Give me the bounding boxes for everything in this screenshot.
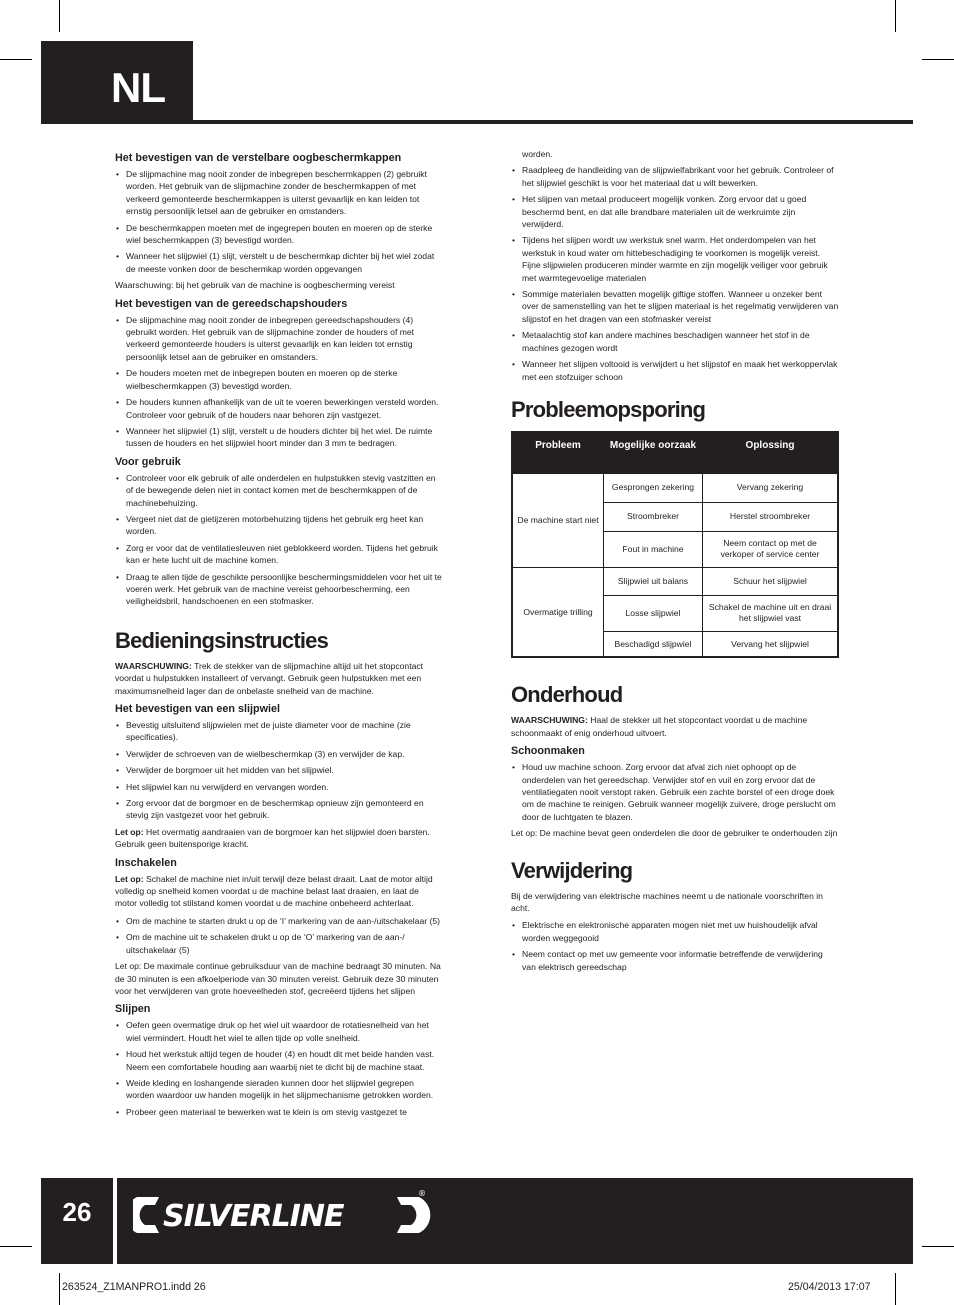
crop-mark	[59, 0, 60, 32]
bullet-list	[115, 472, 443, 608]
list-item: • Verwijder de schroeven van de wielbeschermkap (3) en verwijder de kap.	[115, 748, 443, 760]
list-item: • Om de machine uit te schakelen drukt u op de ‘O’ markering van de aan-/ uitschakelaar (5)	[115, 931, 443, 956]
list-item: • Houd het werkstuk altijd tegen de houder (4) en houdt dit met beide handen vast. Neem een comfortabele houding aan waarbij niet te dicht bij de machine staat.	[115, 1048, 443, 1073]
brand-logo-graphic	[133, 1189, 433, 1239]
list-item: • Elektrische en elektronische apparaten mogen niet met uw huishoudelijk afval worden weggegooid	[511, 919, 839, 944]
right-column	[511, 148, 839, 977]
note-label: Let op:	[115, 826, 144, 837]
list-item: • Oefen geen overmatige druk op het wiel uit waardoor de rotatiesnelheid van het wiel vermindert. Houdt het wiel te allen tijde op volle snelheid.	[115, 1019, 443, 1044]
note-paragraph	[115, 826, 443, 851]
note-text: Schakel de machine niet in/uit terwijl deze belast draait. Laat de motor altijd volledig op snelheid komen voordat u de machine belast laat draaien, en laat de motor volledig tot stilstand komen voordat u de machine onbeheerd achterlaat.	[115, 873, 433, 909]
language-code: NL	[111, 64, 165, 111]
list-item: • De beschermkappen moeten met de ingegrepen bouten en moeren op de sterke wiel beschermkappen (3) bevestigd worden.	[115, 222, 443, 247]
bullet-list	[511, 761, 839, 823]
table-header: Probleem	[512, 432, 604, 474]
problem-cell: Overmatige trilling	[512, 567, 604, 657]
warning-text: Trek de stekker van de slijpmachine altijd uit het stopcontact voordat u hulpstukken installeert of vervangt. Gebruik geen hulpstukken met een maximumsnelheid lager dan de onbelaste snelheid van de machine.	[115, 660, 424, 696]
list-item: • Wanneer het slijpen voltooid is verwijdert u het slijpstof en maak het werkoppervlak met een stofzuiger schoon	[511, 358, 839, 383]
list-item: • Weide kleding en loshangende sieraden kunnen door het slijpwiel gegrepen worden waardoor uw handen mogelijk in het slijpmechanisme getrokken worden.	[115, 1077, 443, 1102]
bullet-list	[115, 314, 443, 450]
crop-mark	[895, 1273, 896, 1305]
continued-text: worden.	[522, 149, 553, 159]
warning-label: WAARSCHUWING:	[115, 660, 192, 671]
warning-label: WAARSCHUWING:	[511, 715, 588, 726]
section-heading: Schoonmaken	[511, 745, 585, 758]
chapter-title: Onderhoud	[511, 682, 623, 708]
table-header: Mogelijke oorzaak	[604, 432, 703, 474]
table-header: Oplossing	[703, 432, 839, 474]
warning-text: Haal de stekker uit het stopcontact voordat u de machine schoonmaakt of enig onderhoud uitvoert.	[511, 715, 808, 738]
crop-mark	[922, 1246, 954, 1247]
warning-note: Waarschuwing: bij het gebruik van de machine is oogbescherming vereist	[115, 280, 395, 291]
troubleshooting-table	[511, 431, 839, 659]
silverline-logo	[133, 1189, 433, 1244]
list-item: • De houders kunnen afhankelijk van de uit te voeren bewerkingen versteld worden. Controleer voor gebruik of de houders naar behoren zijn vastgezet.	[115, 396, 443, 421]
list-item: • Wanneer het slijpwiel (1) slijt, verstelt u de beschermkap dichter bij het wiel zodat de meeste vonken door de beschermkap worden opgevangen	[115, 250, 443, 275]
cause-cell: Fout in machine	[604, 531, 703, 567]
note-paragraph: Let op: De maximale continue gebruiksduur van de machine bedraagt 30 minuten. Na de 30 minuten is een afkoelperiode van 30 minuten vereist. Gebruik deze 30 minuten voor het verwijderen van grote hoeveelheden stof, gecreëerd tijdens het slijpen	[115, 961, 441, 996]
chapter-title: Probleemopsporing	[511, 396, 706, 422]
section-heading: Slijpen	[115, 1003, 151, 1016]
table-row	[512, 567, 838, 595]
crop-mark	[0, 1246, 32, 1247]
list-item: • Zorg ervoor dat de borgmoer en de beschermkap opnieuw zijn gemonteerd en stevig zijn vastgezet voor het gebruik.	[115, 797, 443, 822]
list-item: • Neem contact op met uw gemeente voor informatie betreffende de verwijdering van elektrisch gereedschap	[511, 948, 839, 973]
solution-cell: Vervang het slijpwiel	[703, 631, 839, 657]
list-item: • Sommige materialen bevatten mogelijk giftige stoffen. Wanneer u onzeker bent over de samenstelling van het te slijpen materiaal is het regelmatig verwijderen van slijpstof en het dragen van een stofmasker vereist	[511, 288, 839, 325]
bullet-list	[115, 915, 443, 956]
crop-mark	[922, 59, 954, 60]
section-heading: Inschakelen	[115, 856, 177, 869]
brand-wordmark: SILVERLINE	[163, 1199, 344, 1234]
note-label: Let op:	[115, 873, 144, 884]
slug-file-info: 263524_Z1MANPRO1.indd 26	[62, 1281, 206, 1293]
problem-cell: De machine start niet	[512, 473, 604, 567]
header-rule	[41, 120, 913, 124]
list-item: • Verwijder de borgmoer uit het midden van het slijpwiel.	[115, 764, 443, 776]
chapter-title: Bedieningsinstructies	[115, 627, 329, 653]
list-item: • De slijpmachine mag nooit zonder de inbegrepen beschermkappen (2) gebruikt worden. Het gebruik van de slijpmachine zonder de beschermkappen of met verkeerd gemonteerde beschermkappen is uiterst gevaarlijk en kan leiden tot ernstig persoonlijk letsel aan de gebruiker en omstanders.	[115, 168, 443, 218]
table-header-row	[512, 432, 838, 474]
crop-mark	[895, 0, 896, 32]
bullet-list	[511, 164, 839, 383]
note-paragraph	[115, 873, 443, 910]
list-item: • Draag te allen tijde de geschikte persoonlijke beschermingsmiddelen voor het uit te voeren werk. Het gebruik van de machine vereist gehoorbescherming, een veiligheidsbril, handschoenen en een stofmasker.	[115, 571, 443, 608]
section-heading: Het bevestigen van de gereedschapshouders	[115, 297, 348, 310]
section-heading: Voor gebruik	[115, 455, 181, 468]
list-item: • Het slijpen van metaal produceert mogelijk vonken. Zorg ervoor dat u goed beschermd bent, en dat alle brandbare materialen uit de werkruimte zijn verwijderd.	[511, 193, 839, 230]
spanner-right-shape	[397, 1197, 430, 1233]
note-paragraph: Let op: De machine bevat geen onderdelen die door de gebruiker te onderhouden zijn	[511, 828, 838, 839]
page-number: 26	[62, 1197, 92, 1227]
list-item: • Het slijpwiel kan nu verwijderd en vervangen worden.	[115, 781, 443, 793]
list-item: • Houd uw machine schoon. Zorg ervoor dat afval zich niet ophoopt op de onderdelen van het gereedschap. Verwijder stof en vuil en zorg ervoor dat de ventilatiegaten nooit verstopt raken. Gebruik een zachte borstel of een droge doek om de machine te reinigen. Gebruik wanneer mogelijk zuivere, droge perslucht om door de luchtgaten te blazen.	[511, 761, 839, 823]
cause-cell: Beschadigd slijpwiel	[604, 631, 703, 657]
solution-cell: Schakel de machine uit en draai het slijpwiel vast	[703, 595, 839, 631]
registered-mark: ®	[418, 1189, 426, 1198]
list-item: • Probeer geen materiaal te bewerken wat te klein is om stevig vastgezet te	[115, 1106, 443, 1118]
table-row	[512, 473, 838, 502]
bullet-list	[511, 919, 839, 973]
list-item: • Zorg er voor dat de ventilatiesleuven niet geblokkeerd worden. Tijdens het gebruik kan er hete lucht uit de machine komen.	[115, 542, 443, 567]
list-item: • De slijpmachine mag nooit zonder de inbegrepen gereedschapshouders (4) gebruikt worden. Het gebruik van de slijpmachine zonder de houders of met verkeerd gemonteerde houders is uiterst gevaarlijk en kan leiden tot ernstig persoonlijk letsel aan de gebruiker en omstanders.	[115, 314, 443, 364]
list-item: • Om de machine te starten drukt u op de ‘I’ markering van de aan-/uitschakelaar (5)	[115, 915, 443, 927]
warning-paragraph	[511, 714, 839, 739]
list-item: • Metaalachtig stof kan andere machines beschadigen wanneer het stof in de machines gezogen wordt	[511, 329, 839, 354]
bullet-list	[115, 1019, 443, 1118]
left-column	[115, 148, 443, 1122]
cause-cell: Gesprongen zekering	[604, 473, 703, 502]
cause-cell: Slijpwiel uit balans	[604, 567, 703, 595]
cause-cell: Stroombreker	[604, 502, 703, 531]
crop-mark	[59, 1273, 60, 1305]
slug-date-info: 25/04/2013 17:07	[788, 1281, 871, 1293]
body-paragraph: Bij de verwijdering van elektrische machines neemt u de nationale voorschriften in acht.	[511, 890, 823, 914]
solution-cell: Schuur het slijpwiel	[703, 567, 839, 595]
cause-cell: Losse slijpwiel	[604, 595, 703, 631]
spanner-left-shape	[133, 1197, 159, 1233]
chapter-title: Verwijdering	[511, 857, 633, 883]
bullet-list	[115, 168, 443, 275]
warning-paragraph	[115, 660, 443, 697]
list-item: • Bevestig uitsluitend slijpwielen met de juiste diameter voor de machine (zie specificaties).	[115, 719, 443, 744]
list-item: • Tijdens het slijpen wordt uw werkstuk snel warm. Het onderdompelen van het werkstuk in koud water om hittebeschadiging te voorkomen is mogelijk vereist. Fijne slijpwielen produceren minder warmte en zijn mogelijk veiliger voor gebruik met warmtegevoelige materialen	[511, 234, 839, 284]
footer-divider	[113, 1178, 117, 1264]
solution-cell: Vervang zekering	[703, 473, 839, 502]
section-heading: Het bevestigen van de verstelbare oogbeschermkappen	[115, 152, 402, 164]
solution-cell: Neem contact op met de verkoper of service center	[703, 531, 839, 567]
language-tab	[41, 41, 193, 123]
note-text: Het overmatig aandraaien van de borgmoer kan het slijpwiel doen barsten. Gebruik geen buitensporige kracht.	[115, 826, 430, 850]
section-heading: Het bevestigen van een slijpwiel	[115, 703, 281, 715]
list-item: • Vergeet niet dat de gietijzeren motorbehuizing tijdens het gebruik erg heet kan worden.	[115, 513, 443, 538]
solution-cell: Herstel stroombreker	[703, 502, 839, 531]
list-item: • De houders moeten met de inbegrepen bouten en moeren op de sterke wielbeschermkappen (3) bevestigd worden.	[115, 367, 443, 392]
list-item: • Controleer voor elk gebruik of alle onderdelen en hulpstukken stevig vastzitten en of de bewegende delen niet in contact komen met de beschermkappen of de machinebehuizing.	[115, 472, 443, 509]
list-item: • Raadpleeg de handleiding van de slijpwielfabrikant voor het gebruik. Controleer of het slijpwiel geschikt is voor het materiaal dat u wilt bewerken.	[511, 164, 839, 189]
list-item: • Wanneer het slijpwiel (1) slijt, verstelt u de houders dichter bij het wiel. De ruimte tussen de houders en het slijpwiel hoort minder dan 3 mm te bedragen.	[115, 425, 443, 450]
crop-mark	[0, 59, 32, 60]
bullet-list	[115, 719, 443, 822]
